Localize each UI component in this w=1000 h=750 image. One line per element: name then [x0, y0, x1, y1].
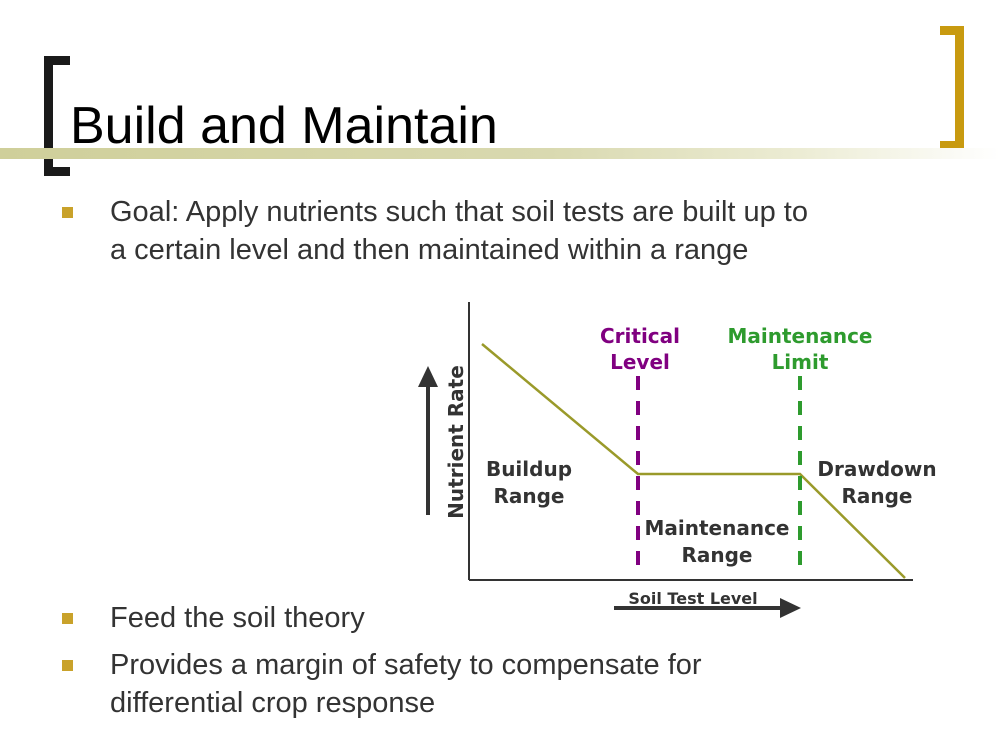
critical-level-label-line1: Critical: [599, 324, 681, 348]
buildup-range-label-line2: Range: [493, 484, 565, 508]
bullet-line: differential crop response: [110, 687, 436, 719]
bullet-line: Provides a margin of safety to compensate for: [110, 649, 702, 681]
maintenance-limit-label-line1: Maintenance: [727, 324, 873, 348]
drawdown-range-label-line1: Drawdown: [817, 457, 937, 481]
bullet-marker: [62, 613, 73, 624]
buildup-range-label-line1: Buildup: [485, 457, 573, 481]
bullet-line: a certain level and then maintained within a range: [110, 234, 749, 266]
soil-test-diagram: [400, 295, 960, 625]
maintenance-range-label-line2: Range: [681, 543, 753, 567]
bullet-marker: [62, 660, 73, 671]
x-arrow-head: [780, 598, 801, 618]
y-axis-label: Nutrient Rate: [444, 365, 468, 519]
x-axis-label: Soil Test Level: [628, 589, 758, 608]
bullet-margin-safety: [110, 646, 702, 722]
critical-level-label-line2: Level: [610, 350, 670, 374]
bullet-marker: [62, 207, 73, 218]
bullet-line: Feed the soil theory: [110, 602, 365, 634]
maintenance-limit-label-line2: Limit: [771, 350, 829, 374]
bullet-line: Goal: Apply nutrients such that soil tests are built up to: [110, 196, 808, 228]
slide-title: Build and Maintain: [70, 97, 498, 155]
bullet-goal: [110, 193, 808, 269]
y-arrow-head: [418, 366, 438, 387]
maintenance-range-label-line1: Maintenance: [644, 516, 790, 540]
right-bracket-decoration: [940, 26, 964, 150]
bullet-feed-soil: [110, 599, 365, 637]
drawdown-range-label-line2: Range: [841, 484, 913, 508]
